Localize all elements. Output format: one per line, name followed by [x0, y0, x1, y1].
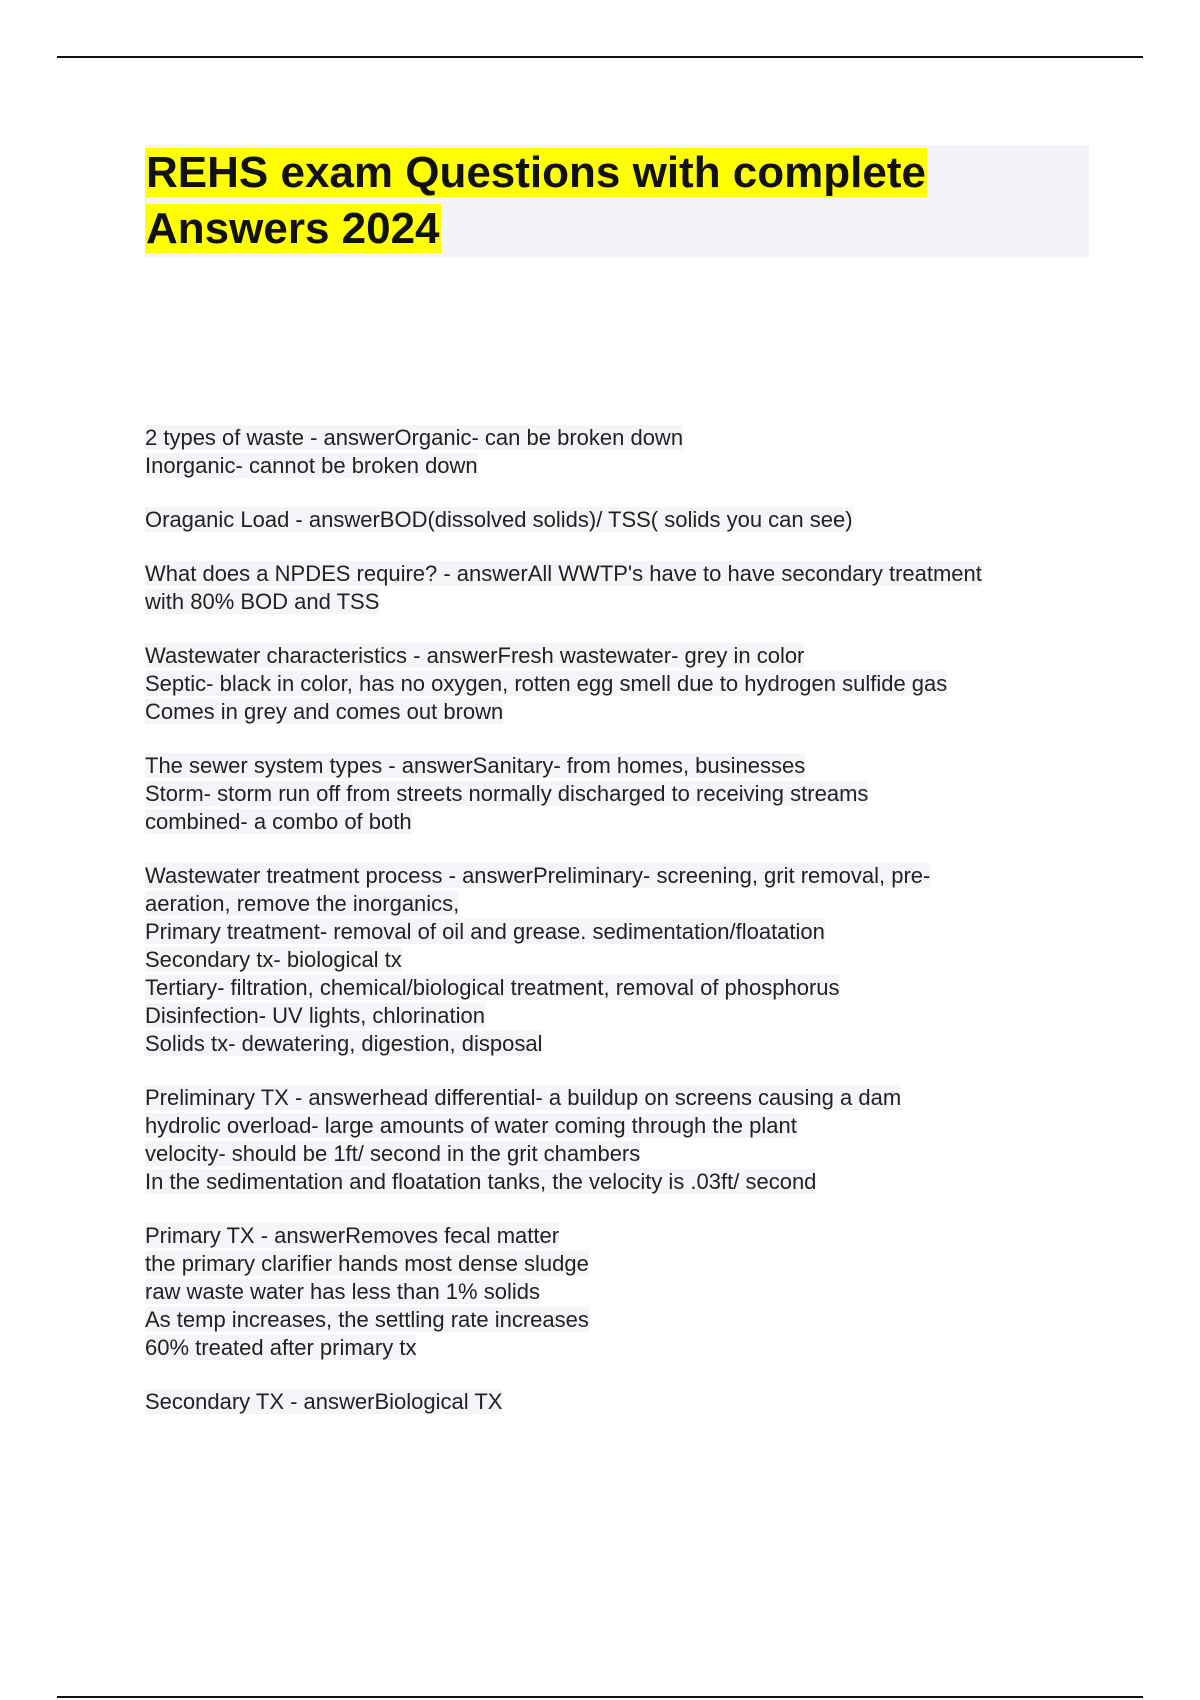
qa-line: [145, 862, 1085, 890]
qa-line-text: What does a NPDES require? - answerAll WWTP's have to have secondary treatment: [145, 561, 982, 586]
qa-line: [145, 1278, 1085, 1306]
qa-line: [145, 1168, 1085, 1196]
qa-line: [145, 588, 1085, 616]
qa-line-text: Oraganic Load - answerBOD(dissolved solids)/ TSS( solids you can see): [145, 507, 853, 532]
top-divider: [57, 56, 1143, 58]
qa-line-text: the primary clarifier hands most dense sludge: [145, 1251, 589, 1276]
qa-line-text: Disinfection- UV lights, chlorination: [145, 1003, 485, 1028]
qa-line: [145, 1250, 1085, 1278]
qa-line: [145, 1334, 1085, 1362]
page-title-line-1: REHS exam Questions with complete: [146, 148, 926, 197]
page-title-line-2: Answers 2024: [146, 204, 440, 253]
qa-list: [145, 424, 1085, 1442]
qa-line-text: The sewer system types - answerSanitary- from homes, businesses: [145, 753, 806, 778]
qa-entry: [145, 752, 1085, 836]
qa-entry: [145, 642, 1085, 726]
qa-line: [145, 424, 1085, 452]
qa-line-text: In the sedimentation and floatation tanks, the velocity is .03ft/ second: [145, 1169, 817, 1194]
qa-line-text: Secondary tx- biological tx: [145, 947, 402, 972]
qa-line-text: Secondary TX - answerBiological TX: [145, 1389, 503, 1414]
qa-line-text: Storm- storm run off from streets normally discharged to receiving streams: [145, 781, 869, 806]
page-title: [145, 145, 1089, 257]
bottom-divider: [57, 1696, 1143, 1698]
qa-line: [145, 506, 1085, 534]
qa-line: [145, 1112, 1085, 1140]
qa-line: [145, 974, 1085, 1002]
qa-line: [145, 1222, 1085, 1250]
qa-entry: [145, 862, 1085, 1058]
qa-line-text: Wastewater characteristics - answerFresh wastewater- grey in color: [145, 643, 805, 668]
qa-line-text: velocity- should be 1ft/ second in the grit chambers: [145, 1141, 641, 1166]
qa-line-text: 2 types of waste - answerOrganic- can be broken down: [145, 425, 684, 450]
qa-entry: [145, 424, 1085, 480]
qa-line-text: Wastewater treatment process - answerPreliminary- screening, grit removal, pre-: [145, 863, 931, 888]
qa-line: [145, 1388, 1085, 1416]
qa-line-text: Primary TX - answerRemoves fecal matter: [145, 1223, 560, 1248]
qa-line: [145, 1140, 1085, 1168]
qa-entry: [145, 1222, 1085, 1362]
qa-line: [145, 1306, 1085, 1334]
title-block: [145, 145, 1089, 257]
qa-entry: [145, 1388, 1085, 1416]
qa-line: [145, 698, 1085, 726]
qa-line: [145, 808, 1085, 836]
qa-line: [145, 946, 1085, 974]
qa-line-text: Septic- black in color, has no oxygen, rotten egg smell due to hydrogen sulfide gas: [145, 671, 948, 696]
qa-line: [145, 670, 1085, 698]
qa-entry: [145, 1084, 1085, 1196]
qa-line-text: raw waste water has less than 1% solids: [145, 1279, 540, 1304]
qa-line-text: As temp increases, the settling rate increases: [145, 1307, 589, 1332]
qa-line: [145, 1084, 1085, 1112]
qa-line-text: Primary treatment- removal of oil and grease. sedimentation/floatation: [145, 919, 825, 944]
qa-line-text: hydrolic overload- large amounts of water coming through the plant: [145, 1113, 797, 1138]
qa-line-text: with 80% BOD and TSS: [145, 589, 380, 614]
qa-line: [145, 890, 1085, 918]
qa-line: [145, 752, 1085, 780]
qa-line-text: aeration, remove the inorganics,: [145, 891, 460, 916]
qa-line: [145, 780, 1085, 808]
qa-line: [145, 560, 1085, 588]
qa-line-text: Comes in grey and comes out brown: [145, 699, 504, 724]
qa-line-text: Inorganic- cannot be broken down: [145, 453, 478, 478]
qa-line-text: 60% treated after primary tx: [145, 1335, 417, 1360]
qa-entry: [145, 560, 1085, 616]
qa-line: [145, 642, 1085, 670]
qa-line-text: Solids tx- dewatering, digestion, disposal: [145, 1031, 543, 1056]
qa-line-text: combined- a combo of both: [145, 809, 412, 834]
qa-entry: [145, 506, 1085, 534]
qa-line-text: Tertiary- filtration, chemical/biological treatment, removal of phosphorus: [145, 975, 840, 1000]
qa-line-text: Preliminary TX - answerhead differential- a buildup on screens causing a dam: [145, 1085, 902, 1110]
qa-line: [145, 1002, 1085, 1030]
qa-line: [145, 452, 1085, 480]
qa-line: [145, 918, 1085, 946]
qa-line: [145, 1030, 1085, 1058]
